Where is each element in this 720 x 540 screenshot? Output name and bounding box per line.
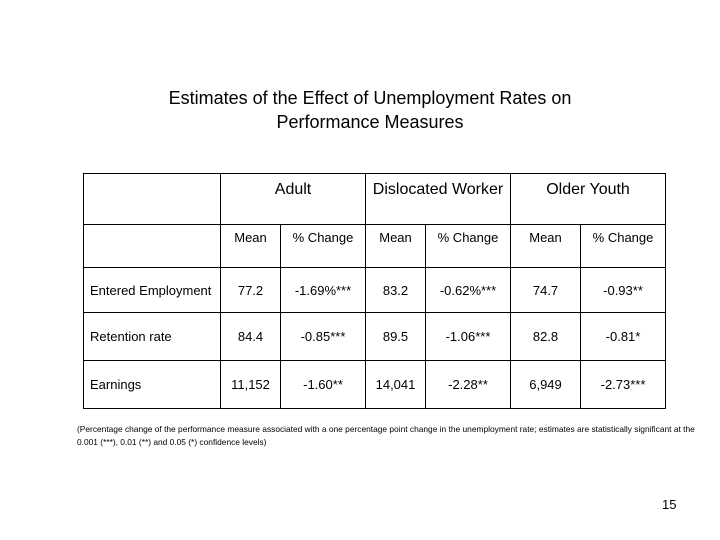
row-label: Entered Employment — [84, 268, 221, 313]
table-cell: -0.85*** — [281, 313, 366, 361]
table-cell: 11,152 — [221, 361, 281, 409]
sub-header-change: % Change — [581, 225, 666, 268]
table-cell: -0.81* — [581, 313, 666, 361]
sub-header-change: % Change — [281, 225, 366, 268]
row-label: Retention rate — [84, 313, 221, 361]
table-cell: 84.4 — [221, 313, 281, 361]
table-cell: -2.73*** — [581, 361, 666, 409]
table-cell: -1.60** — [281, 361, 366, 409]
table-cell: 6,949 — [511, 361, 581, 409]
table-cell: 14,041 — [366, 361, 426, 409]
group-header-older-youth: Older Youth — [511, 174, 666, 225]
title-line-2: Performance Measures — [276, 112, 464, 132]
table-cell: -0.93** — [581, 268, 666, 313]
table-cell: 74.7 — [511, 268, 581, 313]
sub-header-mean: Mean — [221, 225, 281, 268]
table-cell: 89.5 — [366, 313, 426, 361]
table-cell: -1.69%*** — [281, 268, 366, 313]
table-cell: 77.2 — [221, 268, 281, 313]
table-row — [84, 361, 666, 409]
sub-header-mean: Mean — [366, 225, 426, 268]
title-line-1: Estimates of the Effect of Unemployment Rates on — [168, 88, 572, 108]
table-cell: -0.62%*** — [426, 268, 511, 313]
sub-header-blank-cell — [84, 225, 221, 268]
table-cell: -1.06*** — [426, 313, 511, 361]
footnote: (Percentage change of the performance measure associated with a one percentage point change in the unemployment rate; estimates are statistically significant at the 0.001 (***), 0.01 (**) and 0.05 (*) confidence levels) — [77, 424, 695, 447]
sub-header-mean: Mean — [511, 225, 581, 268]
slide-title — [0, 86, 720, 134]
table-cell: 83.2 — [366, 268, 426, 313]
corner-cell — [84, 174, 221, 225]
table-row — [84, 268, 666, 313]
table-cell: -2.28** — [426, 361, 511, 409]
page-number: 15 — [662, 497, 677, 512]
row-label: Earnings — [84, 361, 221, 409]
sub-header-change: % Change — [426, 225, 511, 268]
sub-header-row — [84, 225, 666, 268]
group-header-row — [84, 174, 666, 225]
group-header-dislocated-worker: Dislocated Worker — [366, 174, 511, 225]
table-row — [84, 313, 666, 361]
group-header-adult: Adult — [221, 174, 366, 225]
estimates-table — [83, 173, 666, 409]
table-cell: 82.8 — [511, 313, 581, 361]
